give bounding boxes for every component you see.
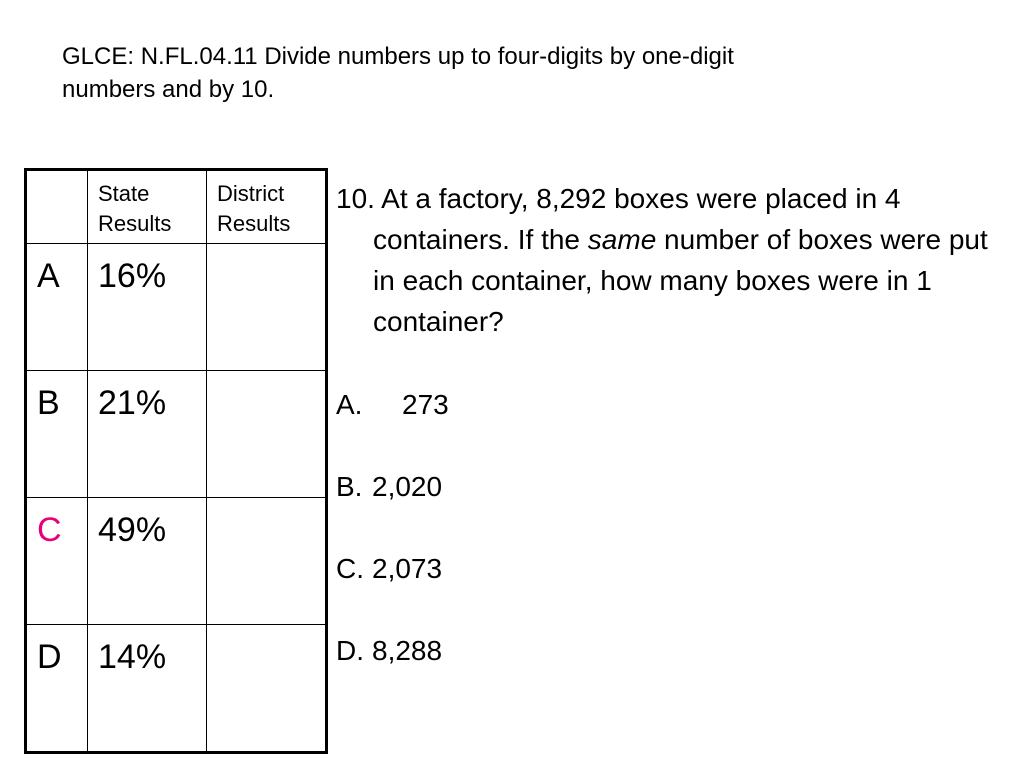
state-result-cell	[88, 371, 207, 498]
answer-letter-cell	[26, 371, 88, 498]
correct-answer-letter: C	[37, 511, 62, 549]
answer-choices	[336, 384, 1016, 712]
state-header-line1: State	[98, 181, 150, 206]
choice-value: 8,288	[372, 635, 443, 666]
answer-letter: D	[37, 638, 62, 676]
table-header-row	[26, 170, 327, 244]
state-result-cell	[88, 625, 207, 753]
header-corner-cell	[26, 170, 88, 244]
district-result	[207, 244, 325, 256]
results-table	[24, 168, 328, 754]
choice-label: A.	[336, 389, 363, 420]
question-emphasis: same	[587, 224, 657, 255]
state-result-cell	[88, 244, 207, 371]
state-result: 16%	[98, 257, 167, 295]
standard-header	[62, 40, 922, 106]
table-row	[26, 625, 327, 753]
district-result-cell	[207, 371, 327, 498]
district-result-cell	[207, 244, 327, 371]
state-result-cell	[88, 498, 207, 625]
state-header-line2: Results	[98, 211, 172, 236]
table-row	[26, 498, 327, 625]
district-result-cell	[207, 498, 327, 625]
district-result-cell	[207, 625, 327, 753]
district-header-line2: Results	[217, 211, 291, 236]
answer-letter: A	[37, 257, 60, 295]
question-block	[336, 178, 1016, 712]
answer-letter-cell	[26, 625, 88, 753]
standard-header-line2: numbers and by 10.	[62, 76, 275, 103]
district-result	[207, 625, 325, 637]
state-results-header	[88, 170, 207, 244]
choice-value: 2,020	[372, 471, 443, 502]
answer-choice-c	[336, 548, 1016, 630]
district-result	[207, 498, 325, 510]
answer-choice-b	[336, 466, 1016, 548]
choice-value: 2,073	[372, 553, 443, 584]
answer-choice-d	[336, 630, 1016, 712]
standard-header-line1: GLCE: N.FL.04.11 Divide numbers up to four-digits by one-digit	[62, 43, 734, 70]
choice-label: C.	[336, 553, 364, 584]
answer-letter: B	[37, 384, 60, 422]
district-header-line1: District	[217, 181, 285, 206]
table-row	[26, 371, 327, 498]
question-text-end: number of boxes were put in each container, how many boxes were in 1 container?	[373, 224, 988, 337]
district-results-header	[207, 170, 327, 244]
state-result: 21%	[98, 384, 167, 422]
answer-letter-cell	[26, 244, 88, 371]
choice-value: 273	[402, 389, 449, 420]
question-text	[336, 178, 1016, 342]
state-result: 49%	[98, 511, 167, 549]
answer-choice-a	[336, 384, 1016, 466]
choice-label: D.	[336, 635, 364, 666]
state-result: 14%	[98, 638, 167, 676]
question-text-start: 10. At a factory, 8,292 boxes were placed in 4 containers. If the	[336, 183, 901, 255]
choice-label: B.	[336, 471, 363, 502]
answer-letter-cell	[26, 498, 88, 625]
table-row	[26, 244, 327, 371]
district-result	[207, 371, 325, 383]
